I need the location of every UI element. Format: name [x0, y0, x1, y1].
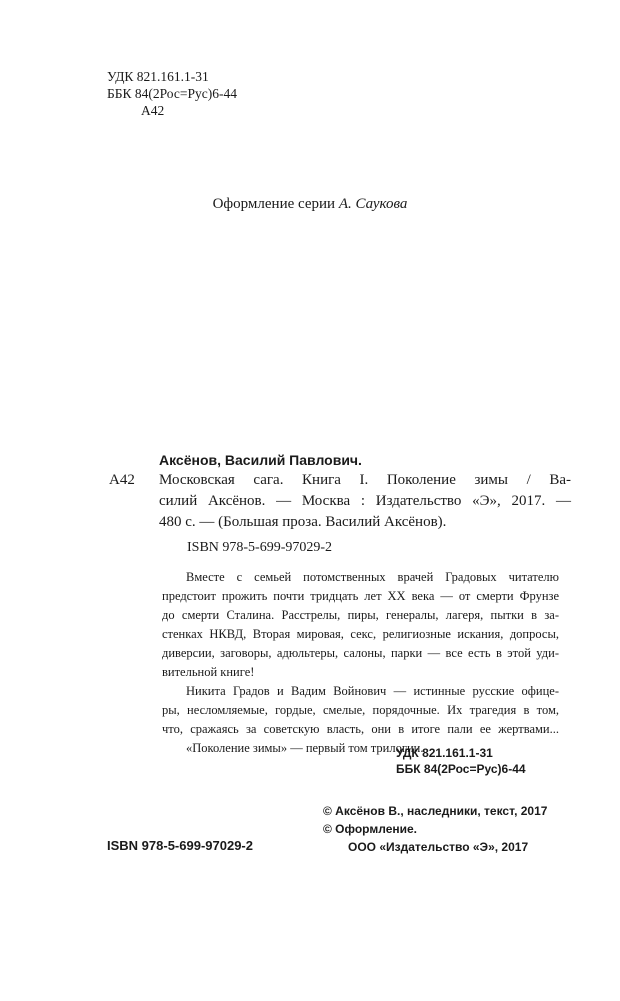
annotation-line: вительной книге! [162, 665, 255, 679]
bbk-code: ББК 84(2Рос=Рус)6-44 [107, 86, 237, 101]
series-design-credit [0, 196, 620, 213]
author-mark: А42 [141, 103, 165, 118]
annotation-line: стенках НКВД, Вторая мировая, секс, религиозные искания, допросы, [162, 627, 559, 641]
bib-line: силий Аксёнов. — Москва : Издательство «Э», 2017. — [159, 493, 571, 509]
bib-line: Московская сага. Книга I. Поколение зимы / Ва- [159, 472, 571, 488]
annotation-line: до смерти Сталина. Расстрелы, пиры, генералы, лагеря, пытки в за- [162, 608, 559, 622]
series-design-label: Оформление серии [212, 196, 336, 212]
annotation-line: «Поколение зимы» — первый том трилогии. [186, 741, 424, 755]
copyright-design: © Оформление. [323, 822, 418, 836]
udk-code: УДК 821.161.1-31 [107, 69, 209, 84]
classification-block-bottom [396, 745, 526, 777]
bibliographic-description [159, 470, 571, 533]
udk-code-bottom: УДК 821.161.1-31 [396, 746, 493, 760]
annotation-line: диверсии, заговоры, адюльтеры, салоны, парки — все есть в этой уди- [162, 646, 559, 660]
annotation [162, 568, 559, 758]
author-mark-side: А42 [109, 472, 135, 488]
author-heading: Аксёнов, Василий Павлович. [159, 452, 362, 468]
annotation-line: предстоит прожить почти тридцать лет XX века — от смерти Фрунзе [162, 589, 559, 603]
copyright-block [323, 802, 547, 856]
series-designer-name: А. Саукова [338, 196, 408, 212]
copyright-publisher: ООО «Издательство «Э», 2017 [348, 840, 529, 854]
copyright-text: © Аксёнов В., наследники, текст, 2017 [323, 804, 548, 818]
isbn-top: ISBN 978-5-699-97029-2 [187, 540, 333, 555]
isbn-bottom: ISBN 978-5-699-97029-2 [107, 838, 253, 853]
annotation-line: ры, несломляемые, гордые, смелые, порядочные. Их трагедия в том, [162, 703, 559, 717]
bbk-code-bottom: ББК 84(2Рос=Рус)6-44 [396, 762, 526, 776]
annotation-line: Никита Градов и Вадим Войнович — истинные русские офице- [186, 684, 559, 698]
annotation-line: что, сражаясь за советскую власть, они в итоге пали ее жертвами... [162, 722, 559, 736]
classification-block-top [107, 68, 237, 119]
bib-line: 480 с. — (Большая проза. Василий Аксёнов). [159, 514, 447, 530]
annotation-line: Вместе с семьей потомственных врачей Градовых читателю [186, 570, 559, 584]
